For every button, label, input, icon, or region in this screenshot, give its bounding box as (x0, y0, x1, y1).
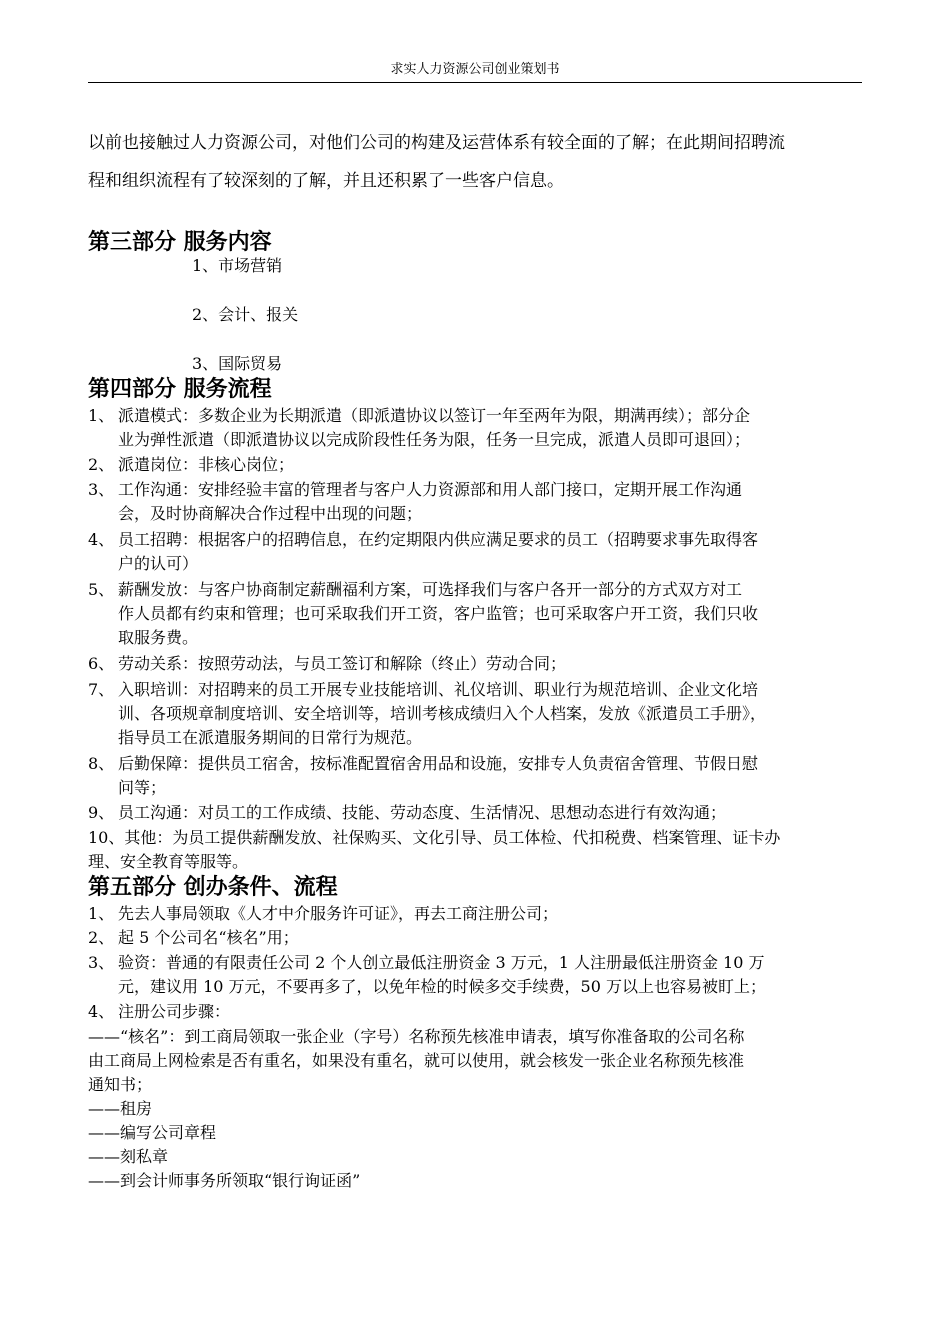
item-text: 户的认可） (118, 554, 199, 573)
section-heading-part5: 第五部分 创办条件、流程 (88, 874, 338, 900)
item-text: 验资：普通的有限责任公司 2 个人创立最低注册资金 3 万元，1 人注册最低注册资金 10 万 (118, 953, 765, 972)
section-heading-part3: 第三部分 服务内容 (88, 229, 272, 255)
item-text: 劳动关系：按照劳动法，与员工签订和解除（终止）劳动合同； (118, 654, 567, 673)
item-text: 作人员都有约束和管理；也可采取我们开工资，客户监管；也可采取客户开工资，我们只收 (118, 604, 759, 623)
item-text: 问等； (118, 778, 167, 797)
item-number: 3、 (88, 953, 115, 972)
intro-line: 以前也接触过人力资源公司，对他们公司的构建及运营体系有较全面的了解；在此期间招聘流 (88, 133, 785, 153)
item-number: 4、 (88, 530, 115, 549)
step-line: 由工商局上网检索是否有重名，如果没有重名，就可以使用，就会核发一张企业名称预先核准 (88, 1051, 745, 1070)
condition-item (88, 1000, 862, 1024)
intro-paragraph (88, 124, 862, 200)
service-item: 2、会计、报关 (192, 305, 299, 324)
item-text: 工作沟通：安排经验丰富的管理者与客户人力资源部和用人部门接口，定期开展工作沟通 (118, 480, 743, 499)
page-header: 求实人力资源公司创业策划书 (390, 62, 560, 77)
condition-item (88, 902, 862, 926)
step-line: ——到会计师事务所领取“银行询证函” (88, 1171, 361, 1190)
service-item: 1、市场营销 (192, 256, 283, 275)
step-line: 通知书； (88, 1075, 153, 1094)
item-text: 10、其他：为员工提供薪酬发放、社保购买、文化引导、员工体检、代扣税费、档案管理、证卡办 (88, 828, 781, 847)
item-number: 8、 (88, 754, 115, 773)
item-number: 7、 (88, 680, 115, 699)
item-text: 员工沟通：对员工的工作成绩、技能、劳动态度、生活情况、思想动态进行有效沟通； (118, 803, 727, 822)
process-item (88, 578, 862, 650)
item-text: 后勤保障：提供员工宿舍，按标准配置宿舍用品和设施，安排专人负责宿舍管理、节假日慰 (118, 754, 759, 773)
item-text: 员工招聘：根据客户的招聘信息，在约定期限内供应满足要求的员工（招聘要求事先取得客 (118, 530, 759, 549)
item-text: 训、各项规章制度培训、安全培训等，培训考核成绩归入个人档案，发放《派遣员工手册》， (118, 704, 767, 723)
item-text: 薪酬发放：与客户协商制定薪酬福利方案，可选择我们与客户各开一部分的方式双方对工 (118, 580, 743, 599)
process-item (88, 652, 862, 676)
item-number: 4、 (88, 1002, 115, 1021)
process-item (88, 453, 862, 477)
condition-item (88, 951, 862, 999)
step-line: ——租房 (88, 1099, 153, 1118)
item-number: 9、 (88, 803, 115, 822)
step-line: ——刻私章 (88, 1147, 169, 1166)
process-item (88, 678, 862, 750)
item-text: 注册公司步骤： (118, 1002, 231, 1021)
item-text: 先去人事局领取《人才中介服务许可证》，再去工商注册公司； (118, 904, 559, 923)
process-item (88, 752, 862, 800)
intro-line: 程和组织流程有了较深刻的了解，并且还积累了一些客户信息。 (88, 171, 564, 191)
process-item (88, 528, 862, 576)
item-number: 1、 (88, 904, 115, 923)
header-divider (88, 82, 862, 83)
item-number: 5、 (88, 580, 115, 599)
item-text: 元，建议用 10 万元，不要再多了，以免年检的时候多交手续费，50 万以上也容易被盯上； (118, 977, 766, 996)
item-number: 2、 (88, 455, 115, 474)
process-item (88, 404, 862, 452)
registration-steps (88, 1025, 862, 1193)
item-text: 起 5 个公司名“核名”用； (118, 928, 299, 947)
step-line: ——编写公司章程 (88, 1123, 217, 1142)
service-item: 3、国际贸易 (192, 354, 283, 373)
section-heading-part4: 第四部分 服务流程 (88, 376, 272, 402)
item-text: 会，及时协商解决合作过程中出现的问题； (118, 504, 423, 523)
item-text: 派遣岗位：非核心岗位； (118, 455, 295, 474)
step-line: ——“核名”：到工商局领取一张企业（字号）名称预先核准申请表，填写你准备取的公司名称 (88, 1027, 745, 1046)
process-item-10 (88, 826, 862, 874)
item-number: 1、 (88, 406, 115, 425)
item-text: 业为弹性派遣（即派遣协议以完成阶段性任务为限，任务一旦完成，派遣人员即可退回）； (118, 430, 751, 449)
item-number: 2、 (88, 928, 115, 947)
process-item (88, 801, 862, 825)
condition-item (88, 926, 862, 950)
process-item (88, 478, 862, 526)
item-text: 入职培训：对招聘来的员工开展专业技能培训、礼仪培训、职业行为规范培训、企业文化培 (118, 680, 759, 699)
item-number: 3、 (88, 480, 115, 499)
item-text: 派遣模式：多数企业为长期派遣（即派遣协议以签订一年至两年为限，期满再续）；部分企 (118, 406, 751, 425)
item-number: 6、 (88, 654, 115, 673)
item-text: 取服务费。 (118, 628, 199, 647)
item-text: 理、安全教育等服等。 (88, 852, 249, 871)
item-text: 指导员工在派遣服务期间的日常行为规范。 (118, 728, 423, 747)
